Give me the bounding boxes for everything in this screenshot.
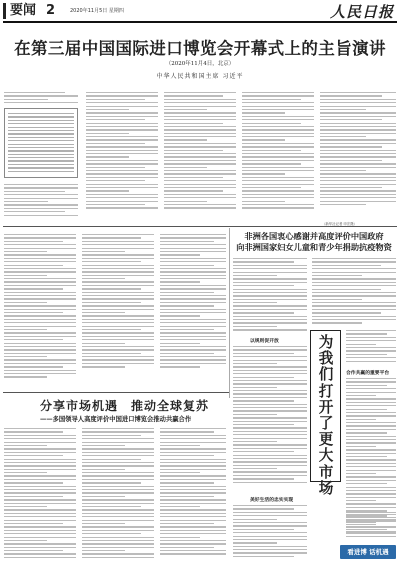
main-article-column-4 (242, 92, 314, 211)
middle-column-3 (160, 234, 226, 370)
africa-subhead-1: 以规则促开放 (250, 339, 279, 344)
commentary-column (346, 330, 396, 364)
commentary-title: 为我们打开了更大市场 (318, 334, 334, 497)
commentary-column-b (346, 378, 396, 534)
middle-column-2 (82, 234, 154, 370)
commentary-subhead: 合作共赢的重要平台 (346, 371, 390, 376)
masthead (0, 0, 400, 24)
africa-article-column-2 (312, 258, 396, 326)
column-rule (229, 228, 230, 398)
market-divider (3, 392, 229, 393)
page-number: 2 (46, 3, 56, 18)
issue-date: 2020年11月5日 星期四 (70, 8, 124, 14)
promo-text (346, 512, 396, 539)
market-column-1 (4, 428, 76, 560)
promo-badge[interactable]: 看进博 话机遇 (340, 545, 396, 559)
main-article-column-5 (320, 92, 396, 207)
market-column-2 (82, 428, 154, 560)
paper-logo: 人民日报 (329, 3, 394, 21)
main-article-title: 在第三届中国国际进口博览会开幕式上的主旨演讲 (14, 39, 386, 58)
section-name: 要闻 (3, 3, 36, 19)
main-article-column-2 (86, 92, 158, 211)
commentary-title-box (310, 330, 341, 497)
main-article-column-1 (4, 92, 78, 106)
masthead-rule (3, 21, 397, 23)
africa-subhead-2: 美好生活的忠实实现 (250, 498, 294, 503)
main-article-dateline: （2020年11月4日，北京） (165, 61, 235, 67)
africa-article-column-1b (233, 346, 307, 485)
photo-credit: （新华社记者 申宏摄） (322, 222, 357, 226)
africa-article-column-1 (233, 258, 307, 333)
middle-column-1 (4, 234, 76, 380)
main-article-column-1b (4, 184, 78, 218)
market-article-title: 分享市场机遇 推动全球复苏 (40, 399, 210, 413)
market-article-subtitle: ——多国领导人高度评价中国进口博览会推动共赢合作 (40, 416, 192, 423)
africa-article-title-line1: 非洲各国衷心感谢并高度评价中国政府 (244, 231, 384, 241)
market-column-3 (160, 428, 226, 557)
main-article-byline: 中华人民共和国主席 习近平 (156, 73, 244, 80)
pull-quote-box (4, 108, 78, 178)
main-article-column-3 (164, 92, 236, 211)
africa-article-column-1c (233, 505, 307, 559)
section-divider (3, 226, 397, 227)
africa-article-title-line2: 向非洲国家妇女儿童和青少年捐助抗疫物资 (236, 242, 392, 252)
